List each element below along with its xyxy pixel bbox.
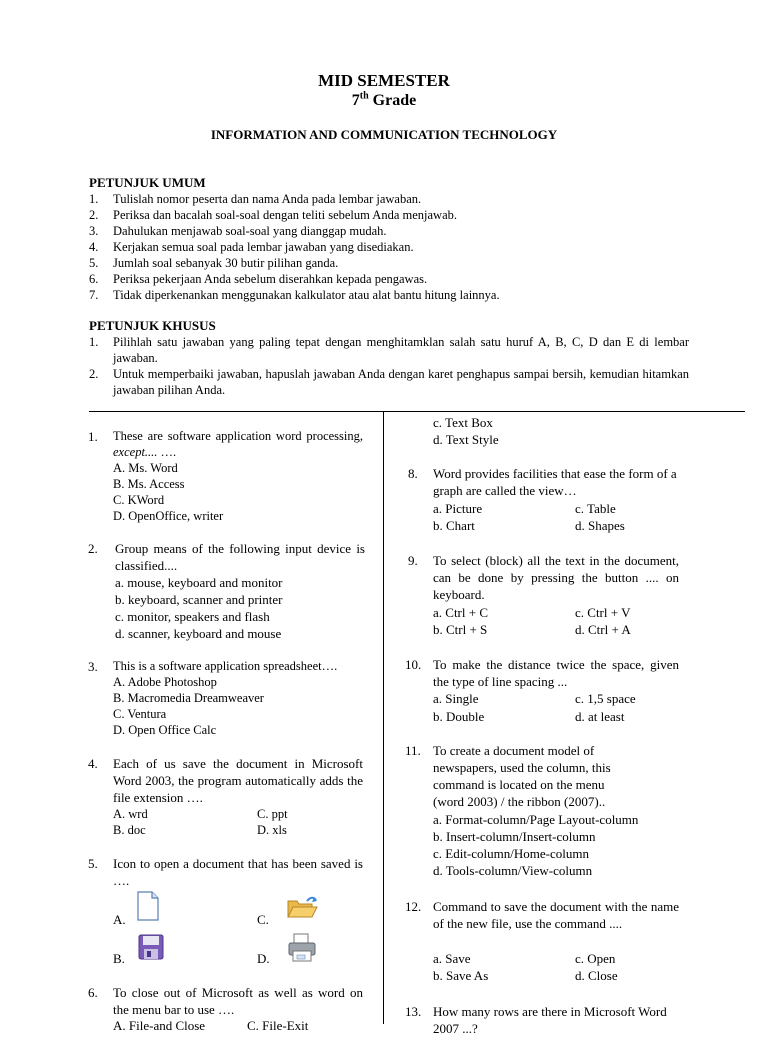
option-a[interactable]: A. File-and Close (113, 1018, 206, 1033)
question-stem: To create a document model of newspapers, used the column, this command is located on the menu (word 2003) / the ribbon (2007).. (433, 743, 611, 809)
item-number: 2. (89, 208, 99, 222)
question-stem: How many rows are there in Microsoft Word 2007 ...? (433, 1004, 667, 1036)
option[interactable]: D. Open Office Calc (113, 723, 217, 737)
option-a[interactable]: a. Single (433, 691, 479, 706)
general-instructions-heading: PETUNJUK UMUM (89, 175, 206, 190)
item-number: 5. (89, 256, 99, 270)
special-instructions-heading: PETUNJUK KHUSUS (89, 318, 216, 333)
option[interactable]: C. Ventura (113, 707, 167, 721)
question-11 (405, 742, 629, 810)
item-text: Kerjakan semua soal pada lembar jawaban yang disediakan. (113, 240, 414, 254)
general-instruction-item (89, 223, 689, 239)
option-d[interactable]: D. xls (257, 823, 287, 837)
question-3 (88, 658, 363, 738)
special-instruction-item (89, 334, 689, 366)
option[interactable]: a. mouse, keyboard and monitor (115, 575, 283, 590)
item-text: Dahulukan menjawab soal-soal yang dianggap mudah. (113, 224, 387, 238)
option-c[interactable]: c. 1,5 space (575, 691, 636, 706)
question-6 (88, 984, 363, 1018)
question-10 (405, 656, 679, 690)
option-b[interactable]: b. Save As (433, 968, 489, 983)
general-instruction-item (89, 207, 689, 223)
question-number: 5. (88, 856, 98, 871)
option-d[interactable]: d. Ctrl + A (575, 622, 631, 637)
question-stem (113, 428, 363, 460)
option-b[interactable]: B. (113, 951, 125, 966)
option-b[interactable]: b. Double (433, 709, 485, 724)
question-stem: To make the distance twice the space, given the type of line spacing ... (433, 657, 679, 689)
item-text: Untuk memperbaiki jawaban, hapuslah jawaban Anda dengan karet penghapus sampai bersih, kemudian hitamkan jawaban pilihan Anda. (113, 367, 689, 397)
item-number: 2. (89, 367, 99, 381)
option[interactable]: c. Edit-column/Home-column (433, 846, 589, 861)
printer-icon[interactable] (286, 932, 318, 964)
general-instruction-item (89, 239, 689, 255)
option-b[interactable]: b. Ctrl + S (433, 622, 488, 637)
option[interactable]: D. OpenOffice, writer (113, 509, 224, 523)
item-text: Periksa pekerjaan Anda sebelum diserahkan kepada pengawas. (113, 272, 428, 286)
option[interactable]: b. Insert-column/Insert-column (433, 829, 596, 844)
option-c[interactable]: C. (257, 912, 269, 927)
option-a[interactable]: a. Picture (433, 501, 483, 516)
question-stem: Group means of the following input device is classified.... (115, 541, 365, 573)
question-stem: Each of us save the document in Microsoft Word 2003, the program automatically adds the file extension …. (113, 756, 363, 805)
option-c[interactable]: c. Table (575, 501, 616, 516)
question-stem: Command to save the document with the name of the new file, use the command .... (433, 899, 679, 931)
question-stem: To close out of Microsoft as well as word on the menu bar to use …. (113, 985, 363, 1017)
special-instruction-item (89, 366, 689, 398)
item-number: 6. (89, 272, 99, 286)
grade-word: Grade (372, 92, 417, 109)
horizontal-rule (89, 411, 745, 412)
item-text: Tidak diperkenankan menggunakan kalkulator atau alat bantu hitung lainnya. (113, 288, 500, 302)
item-text: Pilihlah satu jawaban yang paling tepat dengan menghitamklan salah satu huruf A, B, C, D dan E di lembar jawaban. (113, 335, 689, 365)
question-12 (405, 898, 679, 932)
item-number: 1. (89, 192, 99, 206)
general-instruction-item (89, 271, 689, 287)
question-stem: Icon to open a document that has been saved is …. (113, 856, 363, 888)
option[interactable]: B. Ms. Access (113, 477, 185, 491)
general-instruction-item (89, 191, 689, 207)
grade-suffix: th (359, 90, 369, 102)
option-c[interactable]: C. File-Exit (247, 1018, 309, 1033)
question-1 (88, 428, 363, 524)
question-8 (408, 465, 679, 499)
item-text: Jumlah soal sebanyak 30 butir pilihan ganda. (113, 256, 339, 270)
question-number: 13. (405, 1004, 422, 1019)
subject-title: INFORMATION AND COMMUNICATION TECHNOLOGY (210, 127, 558, 142)
option[interactable]: A. Adobe Photoshop (113, 675, 217, 689)
question-number: 3. (88, 659, 98, 674)
item-number: 7. (89, 288, 99, 302)
general-instruction-item (89, 287, 689, 303)
option-c[interactable]: c. Text Box (433, 415, 493, 430)
option[interactable]: d. scanner, keyboard and mouse (115, 626, 282, 641)
exam-title: MID SEMESTER (318, 71, 450, 90)
option[interactable]: A. Ms. Word (113, 461, 178, 475)
item-text: Periksa dan bacalah soal-soal dengan teliti sebelum Anda menjawab. (113, 208, 457, 222)
option-d[interactable]: d. Text Style (433, 432, 499, 447)
open-folder-icon[interactable] (286, 895, 320, 921)
option-list (433, 811, 693, 879)
option-b[interactable]: B. doc (113, 823, 146, 837)
option-d[interactable]: d. Close (575, 968, 618, 983)
option[interactable]: d. Tools-column/View-column (433, 863, 593, 878)
question-number: 4. (88, 756, 98, 771)
option-a[interactable]: a. Save (433, 951, 471, 966)
option-d[interactable]: d. Shapes (575, 518, 625, 533)
option-a[interactable]: A. wrd (113, 807, 148, 821)
option-a[interactable]: A. (113, 912, 126, 927)
option[interactable]: B. Macromedia Dreamweaver (113, 691, 264, 705)
option-c[interactable]: c. Ctrl + V (575, 605, 631, 620)
item-number: 3. (89, 224, 99, 238)
question-number: 12. (405, 899, 422, 914)
general-instruction-item (89, 255, 689, 271)
question-stem: To select (block) all the text in the document, can be done by pressing the button .... on keyboard. (433, 553, 679, 602)
question-5 (88, 855, 363, 889)
option-d[interactable]: d. at least (575, 709, 625, 724)
blank-document-icon[interactable] (136, 891, 160, 921)
question-2 (88, 540, 365, 642)
option-c[interactable]: C. ppt (257, 807, 288, 821)
question-number: 1. (88, 429, 98, 444)
option-c[interactable]: c. Open (575, 951, 616, 966)
stem-end: …. (157, 445, 177, 459)
question-9 (408, 552, 679, 603)
question-stem: This is a software application spreadsheet…. (113, 659, 338, 673)
question-number: 6. (88, 985, 98, 1000)
option-a[interactable]: a. Ctrl + C (433, 605, 488, 620)
question-13 (405, 1003, 679, 1037)
stem-emphasis: except.... (113, 445, 158, 459)
question-number: 2. (88, 541, 98, 556)
option-b[interactable]: b. Chart (433, 518, 475, 533)
option[interactable]: c. monitor, speakers and flash (115, 609, 270, 624)
question-number: 8. (408, 466, 418, 481)
option[interactable]: a. Format-column/Page Layout-column (433, 812, 639, 827)
item-number: 4. (89, 240, 99, 254)
question-4 (88, 755, 363, 806)
question-stem: Word provides facilities that ease the form of a graph are called the view… (433, 466, 677, 498)
column-divider (383, 411, 384, 1024)
question-number: 11. (405, 743, 421, 758)
item-number: 1. (89, 335, 99, 349)
question-number: 10. (405, 657, 422, 672)
stem-text: These are software application word processing, (113, 429, 363, 443)
grade-number: 7 (351, 92, 360, 109)
option[interactable]: b. keyboard, scanner and printer (115, 592, 283, 607)
save-disk-icon[interactable] (138, 934, 164, 960)
item-text: Tulislah nomor peserta dan nama Anda pada lembar jawaban. (113, 192, 422, 206)
option[interactable]: C. KWord (113, 493, 165, 507)
grade-label (0, 92, 768, 110)
option-d[interactable]: D. (257, 951, 270, 966)
question-number: 9. (408, 553, 418, 568)
